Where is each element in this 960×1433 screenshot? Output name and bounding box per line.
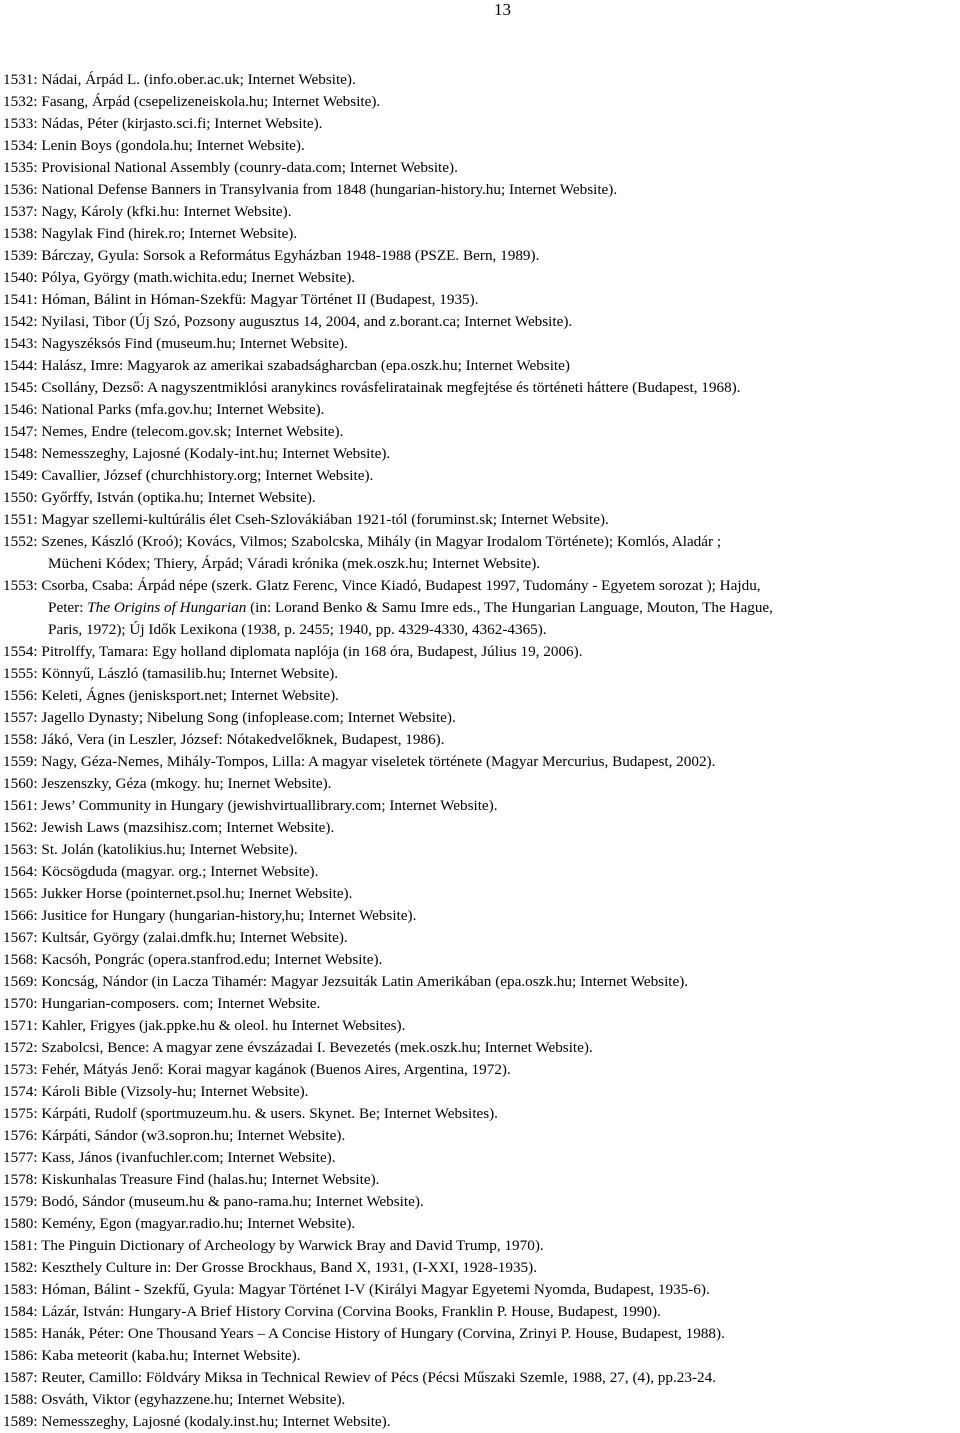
reference-entry: [3, 883, 953, 905]
reference-entry: [3, 465, 953, 487]
reference-entry: [3, 91, 953, 113]
reference-text: 1568: Kacsóh, Pongrác (opera.stanfrod.edu; Internet Website).: [3, 951, 383, 968]
reference-continuation: Paris, 1972); Új Idők Lexikona (1938, p. 2455; 1940, pp. 4329-4330, 4362-4365).: [48, 621, 547, 638]
reference-entry: [3, 267, 953, 289]
reference-text: 1549: Cavallier, József (churchhistory.org; Internet Website).: [3, 467, 374, 484]
reference-text: 1541: Hóman, Bálint in Hóman-Szekfü: Magyar Történet II (Budapest, 1935).: [3, 291, 479, 308]
reference-entry: [3, 245, 953, 267]
reference-entry: [3, 927, 953, 949]
reference-entry: [3, 685, 953, 707]
reference-entry: [3, 531, 953, 575]
reference-text: 1574: Károli Bible (Vizsoly-hu; Internet Website).: [3, 1083, 309, 1100]
reference-text: 1535: Provisional National Assembly (counry-data.com; Internet Website).: [3, 159, 458, 176]
reference-entry: [3, 1037, 953, 1059]
reference-entry: [3, 1125, 953, 1147]
reference-entry: [3, 113, 953, 135]
reference-text: 1588: Osváth, Viktor (egyhazzene.hu; Internet Website).: [3, 1391, 346, 1408]
reference-text: 1539: Bárczay, Gyula: Sorsok a Református Egyházban 1948-1988 (PSZE. Bern, 1989).: [3, 247, 540, 264]
reference-entry: [3, 1059, 953, 1081]
reference-entry: [3, 795, 953, 817]
reference-entry: [3, 905, 953, 927]
page-number: 13: [494, 0, 511, 19]
reference-text: 1576: Kárpáti, Sándor (w3.sopron.hu; Internet Website).: [3, 1127, 346, 1144]
reference-entry: [3, 1191, 953, 1213]
reference-entry: [3, 223, 953, 245]
reference-entry: [3, 1301, 953, 1323]
reference-entry: [3, 377, 953, 399]
reference-continuation: Mücheni Kódex; Thiery, Árpád; Váradi krónika (mek.oszk.hu; Internet Website).: [48, 555, 541, 572]
reference-text: 1580: Kemény, Egon (magyar.radio.hu; Internet Website).: [3, 1215, 356, 1232]
reference-text: 1569: Koncság, Nándor (in Lacza Tihamér: Magyar Jezsuiták Latin Amerikában (epa.oszk.hu; Internet Website).: [3, 973, 689, 990]
reference-entry: [3, 1235, 953, 1257]
reference-entry: [3, 707, 953, 729]
reference-text: 1582: Keszthely Culture in: Der Grosse Brockhaus, Band X, 1931, (I-XXI, 1928-1935).: [3, 1259, 537, 1276]
reference-entry: [3, 509, 953, 531]
reference-entry: [3, 729, 953, 751]
reference-text: 1536: National Defense Banners in Transylvania from 1848 (hungarian-history.hu; Internet Website).: [3, 181, 618, 198]
reference-entry: [3, 1257, 953, 1279]
reference-text: 1553: Csorba, Csaba: Árpád népe (szerk. Glatz Ferenc, Vince Kiadó, Budapest 1997, Tudomány - Egyetem sorozat ); Hajdu,: [3, 577, 761, 594]
reference-text: 1545: Csollány, Dezső: A nagyszentmiklósi aranykincs rovásfeliratainak megfejtése és történeti háttere (Budapest, 1968).: [3, 379, 741, 396]
reference-entry: [3, 289, 953, 311]
reference-text: 1556: Keleti, Ágnes (jenisksport.net; Internet Website).: [3, 687, 339, 704]
reference-entry: [3, 663, 953, 685]
reference-text: 1560: Jeszenszky, Géza (mkogy. hu; Inernet Website).: [3, 775, 332, 792]
reference-text: 1589: Nemesszeghy, Lajosné (kodaly.inst.hu; Internet Website).: [3, 1413, 391, 1430]
reference-entry: [3, 949, 953, 971]
reference-text: 1565: Jukker Horse (pointernet.psol.hu; Inernet Website).: [3, 885, 353, 902]
reference-text: 1546: National Parks (mfa.gov.hu; Internet Website).: [3, 401, 325, 418]
reference-entry: [3, 333, 953, 355]
reference-entry: [3, 1081, 953, 1103]
reference-text: 1547: Nemes, Endre (telecom.gov.sk; Internet Website).: [3, 423, 344, 440]
reference-list: [3, 69, 953, 1433]
reference-text: 1543: Nagyszéksós Find (museum.hu; Internet Website).: [3, 335, 348, 352]
reference-continuation: [48, 597, 953, 619]
reference-entry: [3, 575, 953, 641]
reference-italic-title: The Origins of Hungarian: [87, 599, 247, 616]
reference-text: 1562: Jewish Laws (mazsihisz.com; Internet Website).: [3, 819, 335, 836]
reference-text: 1531: Nádai, Árpád L. (info.ober.ac.uk; Internet Website).: [3, 71, 356, 88]
reference-entry: [3, 751, 953, 773]
reference-entry: [3, 1389, 953, 1411]
reference-entry: [3, 773, 953, 795]
reference-text: 1540: Pólya, György (math.wichita.edu; Inernet Website).: [3, 269, 356, 286]
reference-text: 1573: Fehér, Mátyás Jenő: Korai magyar kagánok (Buenos Aires, Argentina, 1972).: [3, 1061, 511, 1078]
reference-text: 1559: Nagy, Géza-Nemes, Mihály-Tompos, Lilla: A magyar viseletek története (Magyar Mercurius, Budapest, 2002).: [3, 753, 716, 770]
reference-entry: [3, 993, 953, 1015]
reference-entry: [3, 69, 953, 91]
reference-text: 1551: Magyar szellemi-kultúrális élet Cseh-Szlovákiában 1921-tól (foruminst.sk; Internet Website).: [3, 511, 609, 528]
reference-entry: [3, 135, 953, 157]
reference-entry: [3, 421, 953, 443]
reference-text: 1583: Hóman, Bálint - Szekfű, Gyula: Magyar Történet I-V (Királyi Magyar Egyetemi Nyomda, Budapest, 1935-6).: [3, 1281, 710, 1298]
reference-text: 1550: Győrffy, István (optika.hu; Internet Website).: [3, 489, 316, 506]
reference-text: 1563: St. Jolán (katolikius.hu; Internet Website).: [3, 841, 298, 858]
reference-entry: [3, 1411, 953, 1433]
reference-text: 1581: The Pinguin Dictionary of Archeology by Warwick Bray and David Trump, 1970).: [3, 1237, 544, 1254]
reference-entry: [3, 311, 953, 333]
reference-text: 1561: Jews’ Community in Hungary (jewishvirtuallibrary.com; Internet Website).: [3, 797, 498, 814]
reference-text: 1578: Kiskunhalas Treasure Find (halas.hu; Internet Website).: [3, 1171, 380, 1188]
reference-text: 1566: Jusitice for Hungary (hungarian-history,hu; Internet Website).: [3, 907, 417, 924]
reference-text: 1584: Lázár, István: Hungary-A Brief History Corvina (Corvina Books, Franklin P. House, Budapest, 1990).: [3, 1303, 661, 1320]
reference-entry: [3, 839, 953, 861]
reference-text: 1571: Kahler, Frigyes (jak.ppke.hu & oleol. hu Internet Websites).: [3, 1017, 406, 1034]
reference-entry: [3, 355, 953, 377]
reference-entry: [3, 1213, 953, 1235]
reference-text: 1577: Kass, János (ivanfuchler.com; Internet Website).: [3, 1149, 336, 1166]
reference-text: 1548: Nemesszeghy, Lajosné (Kodaly-int.hu; Internet Website).: [3, 445, 391, 462]
reference-text-segment: Peter:: [48, 599, 88, 616]
reference-text: 1557: Jagello Dynasty; Nibelung Song (infoplease.com; Internet Website).: [3, 709, 456, 726]
reference-text: 1587: Reuter, Camillo: Földváry Miksa in Technical Rewiev of Pécs (Pécsi Műszaki Szemle, 1988, 27, (4), pp.23-24.: [3, 1369, 717, 1386]
reference-text: 1586: Kaba meteorit (kaba.hu; Internet Website).: [3, 1347, 301, 1364]
reference-entry: [3, 487, 953, 509]
reference-text: 1532: Fasang, Árpád (csepelizeneiskola.hu; Internet Website).: [3, 93, 381, 110]
reference-text: 1564: Köcsögduda (magyar. org.; Internet Website).: [3, 863, 319, 880]
reference-entry: [3, 157, 953, 179]
reference-entry: [3, 1015, 953, 1037]
reference-text: 1567: Kultsár, György (zalai.dmfk.hu; Internet Website).: [3, 929, 348, 946]
reference-entry: [3, 1323, 953, 1345]
reference-entry: [3, 861, 953, 883]
reference-text: 1575: Kárpáti, Rudolf (sportmuzeum.hu. & users. Skynet. Be; Internet Websites).: [3, 1105, 498, 1122]
reference-entry: [3, 443, 953, 465]
reference-text: 1542: Nyilasi, Tibor (Új Szó, Pozsony augusztus 14, 2004, and z.borant.ca; Internet Website).: [3, 313, 573, 330]
reference-text: 1538: Nagylak Find (hirek.ro; Internet Website).: [3, 225, 298, 242]
reference-text: 1555: Könnyű, László (tamasilib.hu; Internet Website).: [3, 665, 339, 682]
reference-entry: [3, 1103, 953, 1125]
reference-text-segment: (in: Lorand Benko & Samu Imre eds., The Hungarian Language, Mouton, The Hague,: [246, 599, 773, 616]
reference-entry: [3, 201, 953, 223]
reference-entry: [3, 1279, 953, 1301]
reference-text: 1558: Jákó, Vera (in Leszler, József: Nótakedvelőknek, Budapest, 1986).: [3, 731, 445, 748]
reference-text: 1572: Szabolcsi, Bence: A magyar zene évszázadai I. Bevezetés (mek.oszk.hu; Internet Website).: [3, 1039, 593, 1056]
reference-text: 1585: Hanák, Péter: One Thousand Years – A Concise History of Hungary (Corvina, Zrinyi P. House, Budapest, 1988).: [3, 1325, 725, 1342]
reference-text: 1537: Nagy, Károly (kfki.hu: Internet Website).: [3, 203, 292, 220]
reference-entry: [3, 641, 953, 663]
reference-text: 1570: Hungarian-composers. com; Internet Website.: [3, 995, 321, 1012]
reference-text: 1552: Szenes, Kászló (Kroó); Kovács, Vilmos; Szabolcska, Mihály (in Magyar Irodalom Története); Komlós, Aladár ;: [3, 533, 722, 550]
reference-entry: [3, 971, 953, 993]
reference-text: 1534: Lenin Boys (gondola.hu; Internet Website).: [3, 137, 305, 154]
reference-entry: [3, 1367, 953, 1389]
reference-text: 1554: Pitrolffy, Tamara: Egy holland diplomata naplója (in 168 óra, Budapest, Július 19, 2006).: [3, 643, 583, 660]
reference-text: 1533: Nádas, Péter (kirjasto.sci.fi; Internet Website).: [3, 115, 323, 132]
reference-entry: [3, 817, 953, 839]
reference-text: 1579: Bodó, Sándor (museum.hu & pano-rama.hu; Internet Website).: [3, 1193, 424, 1210]
reference-entry: [3, 1147, 953, 1169]
reference-entry: [3, 179, 953, 201]
reference-text: 1544: Halász, Imre: Magyarok az amerikai szabadságharcban (epa.oszk.hu; Internet Website): [3, 357, 570, 374]
reference-entry: [3, 1169, 953, 1191]
reference-entry: [3, 399, 953, 421]
reference-entry: [3, 1345, 953, 1367]
